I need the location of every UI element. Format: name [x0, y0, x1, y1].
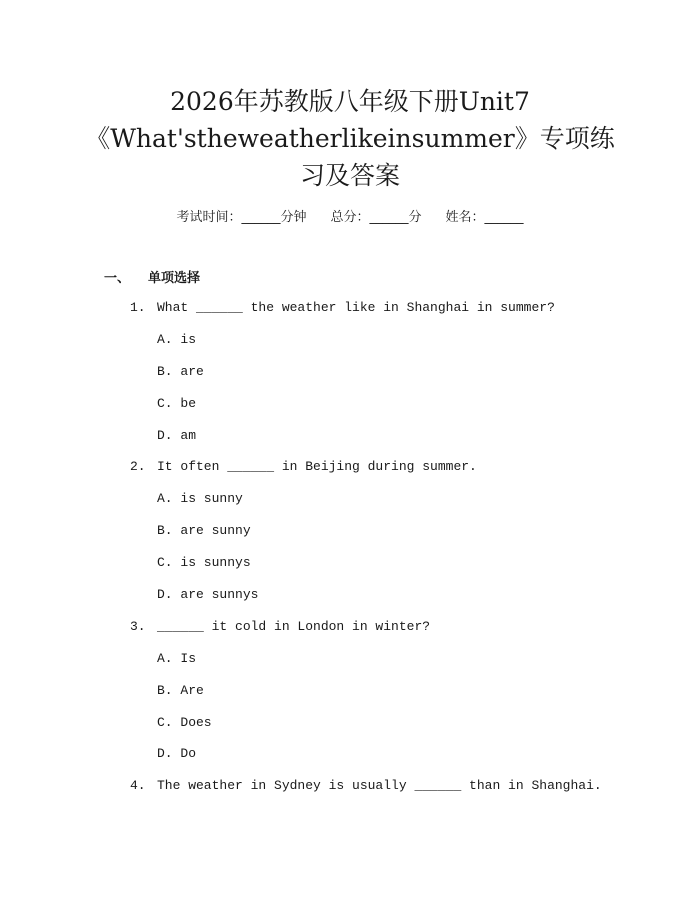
- section-number: 一、: [104, 271, 131, 286]
- question-3-option-c: C. Does: [157, 715, 212, 730]
- question-text: What ______ the weather like in Shanghai in summer?: [157, 300, 555, 315]
- title-line-2: 《What'stheweatherlikeinsummer》专项练: [85, 124, 615, 153]
- question-text: ______ it cold in London in winter?: [157, 619, 431, 634]
- question-2-option-d: D. are sunnys: [157, 587, 259, 602]
- question-3-option-b: B. Are: [157, 683, 204, 698]
- question-1-option-d: D. am: [157, 428, 197, 443]
- question-1-option-b: B. are: [157, 364, 204, 379]
- question-number: 1.: [130, 300, 146, 315]
- section-title: 单项选择: [148, 271, 201, 286]
- question-1: [130, 300, 555, 315]
- exam-time-field: 考试时间：______分钟: [176, 210, 307, 225]
- question-text: It often ______ in Beijing during summer.: [157, 459, 477, 474]
- question-2-option-a: A. is sunny: [157, 491, 243, 506]
- total-score-field: 总分：______分: [330, 210, 422, 225]
- title-line-1: 2026年苏教版八年级下册Unit7: [170, 87, 530, 116]
- question-4: [130, 778, 602, 793]
- question-2-option-c: C. is sunnys: [157, 555, 251, 570]
- section-heading: [104, 267, 200, 286]
- question-1-option-c: C. be: [157, 396, 197, 411]
- question-number: 4.: [130, 778, 146, 793]
- question-1-option-a: A. is: [157, 332, 197, 347]
- question-number: 2.: [130, 459, 146, 474]
- question-2: [130, 459, 477, 474]
- question-number: 3.: [130, 619, 146, 634]
- title-line-3: 习及答案: [299, 161, 400, 190]
- exam-info-line: [0, 206, 700, 225]
- question-3-option-d: D. Do: [157, 746, 197, 761]
- question-text: The weather in Sydney is usually ______ than in Shanghai.: [157, 778, 602, 793]
- question-3: [130, 619, 430, 634]
- question-2-option-b: B. are sunny: [157, 523, 251, 538]
- question-3-option-a: A. Is: [157, 651, 197, 666]
- student-name-field: 姓名：______: [445, 210, 524, 225]
- document-title: [80, 83, 620, 194]
